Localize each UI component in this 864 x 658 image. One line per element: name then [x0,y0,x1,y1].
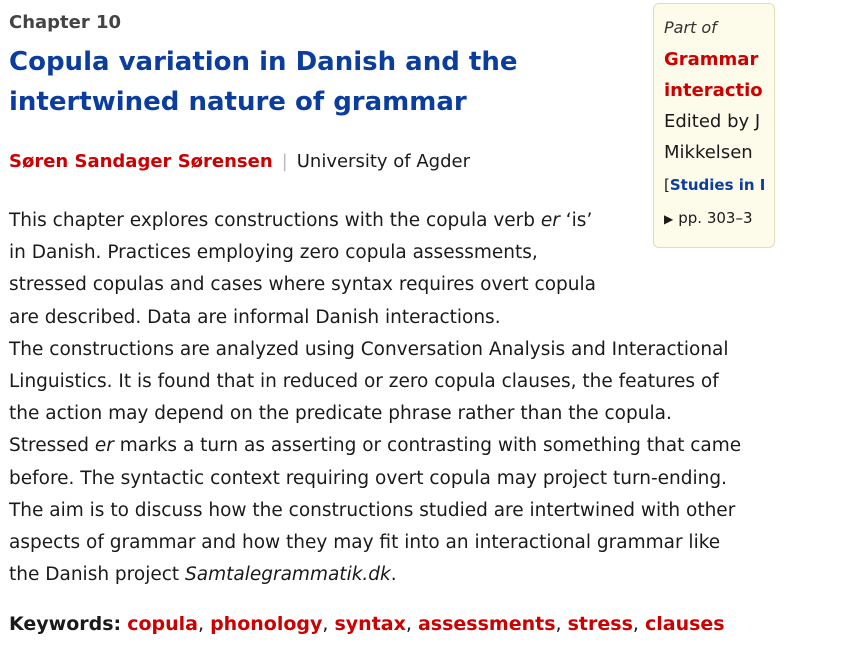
abstract-paragraph-3 [9,495,749,592]
author-line [9,150,470,174]
keyword-link[interactable]: phonology [210,613,323,635]
editors-line: Edited by J [664,111,761,132]
part-of-label: Part of [664,18,717,37]
keyword-separator: , [197,613,205,635]
keywords-label: Keywords: [9,613,122,635]
author-separator: | [281,151,288,172]
abstract-emphasis: Samtalegrammatik.dk [185,564,391,586]
keywords-line [9,610,725,638]
triangle-right-icon: ▶ [664,212,674,226]
keyword-link[interactable]: copula [127,613,198,635]
keyword-separator: , [632,613,639,635]
abstract-emphasis: er [94,435,114,457]
pages-toggle[interactable] [664,209,753,227]
abstract-paragraph-2 [9,334,749,495]
keyword-link[interactable]: clauses [644,613,725,635]
book-info-sidebar [653,3,775,248]
chapter-label: Chapter 10 [9,12,122,33]
series-bracket: [ [664,176,670,194]
abstract [9,205,749,591]
book-title-link[interactable]: Grammar [664,49,759,70]
keyword-link[interactable]: assessments [417,613,556,635]
keyword-link[interactable]: stress [567,613,633,635]
abstract-text: The aim is to discuss how the constructions studied are intertwined with other aspects of grammar and how they may fit into an interactional grammar like the Danish project [9,499,736,586]
book-title-link-continued[interactable]: interactio [664,80,763,101]
keyword-separator: , [322,613,329,635]
pages-range: pp. 303–3 [678,209,753,227]
abstract-text: marks a turn as asserting or contrasting with something that came before. The syntactic context requiring overt copula may project turn-ending. [9,435,742,489]
editors-line-continued: Mikkelsen [664,142,753,163]
keyword-separator: , [405,613,412,635]
keyword-link[interactable]: syntax [334,613,406,635]
series-link[interactable]: Studies in I [669,176,766,194]
abstract-paragraph-1 [9,205,609,334]
abstract-text: . [390,564,397,586]
series-line [664,176,765,194]
abstract-text: ‘is’ in Danish. Practices employing zero copula assessments, stressed copulas and cases where syntax requires overt copula are described. Data are informal Danish interactions. [9,210,596,328]
keyword-separator: , [555,613,562,635]
abstract-emphasis: er [540,210,560,231]
abstract-text: The constructions are analyzed using Conversation Analysis and Interactional Linguistics. It is found that in reduced or zero copula clauses, the features of the action may depend on the predicate phrase rather than the copula. Stressed [9,338,729,457]
abstract-text: This chapter explores constructions with the copula verb [9,210,541,231]
chapter-title: Copula variation in Danish and the intertwined nature of grammar [9,47,518,117]
author-affiliation: University of Agder [296,151,470,172]
author-name-link[interactable]: Søren Sandager Sørensen [9,151,273,172]
